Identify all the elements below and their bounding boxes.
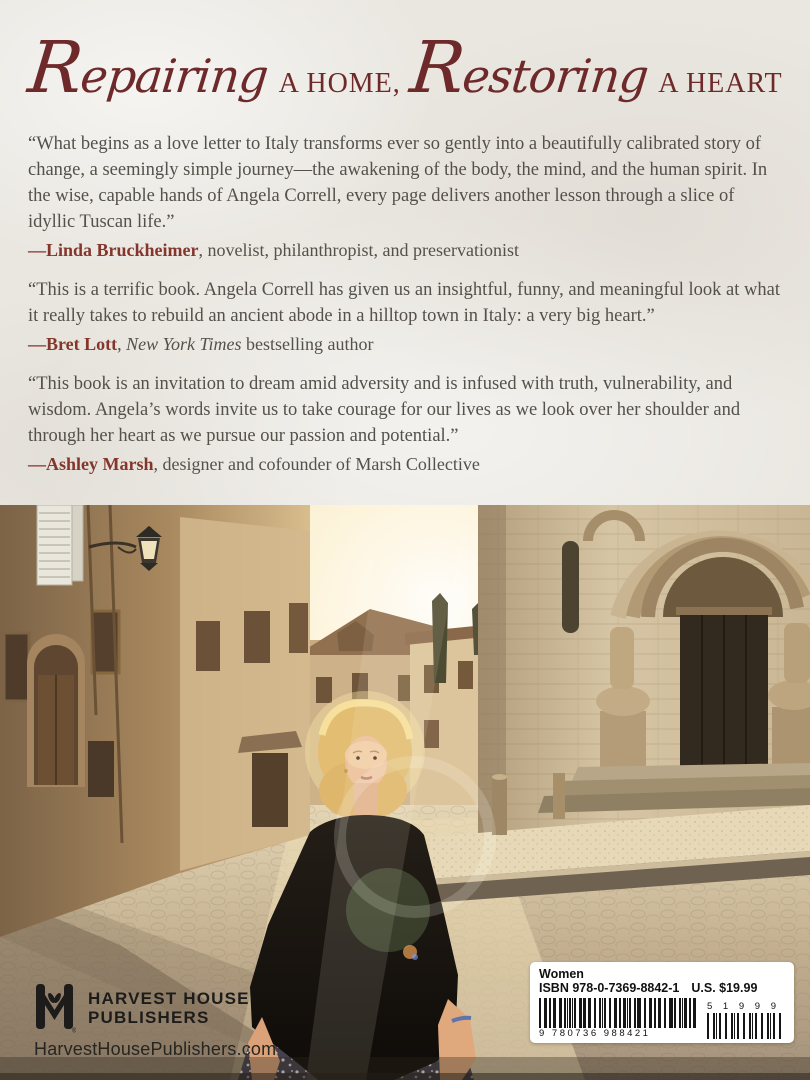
doorway: [252, 753, 288, 827]
endorsements-section: [0, 0, 810, 476]
church-steps: [538, 763, 810, 813]
publisher-block: [34, 983, 276, 1060]
window: [244, 611, 270, 663]
small-door: [88, 741, 114, 797]
endorsement-quote: “What begins as a love letter to Italy transforms ever so gently into a beautifully calibrated story of change, a seemingly simple journey—the awakening of the body, the mind, and the human spirit. In the wise, capable hands of Angela Correll, every page delivers another lesson through a slice of idyllic Tuscan life.”: [28, 134, 768, 232]
lancet-window: [562, 541, 579, 633]
attribution-separator: ,: [117, 334, 127, 354]
arched-doorway: [27, 634, 85, 787]
church-facade: [478, 505, 810, 843]
window: [4, 633, 29, 701]
ean-digits: 9 780736 988421: [539, 1028, 651, 1039]
price-supplement-bars: [707, 1013, 783, 1039]
title-caps-a-home: A HOME,: [278, 68, 401, 99]
title-caps-a-heart: A HEART: [658, 68, 783, 99]
window: [196, 621, 220, 671]
shuttered-window: [37, 505, 83, 585]
title-script-restoring: Restoring: [406, 26, 651, 109]
barcode-label: [530, 962, 794, 1043]
endorsement-attribution: [28, 332, 784, 356]
publisher-name-line1: HARVEST HOUSE: [88, 988, 250, 1008]
endorser-credentials: designer and cofounder of Marsh Collective: [162, 454, 480, 474]
endorsement-quote: “This book is an invitation to dream amid adversity and is infused with truth, vulnerability, and wisdom. Angela’s words invite us to take courage for our lives as we look over her shoulder and through her heart as we pursue our passion and potential.”: [28, 374, 741, 446]
publisher-website: HarvestHousePublishers.com: [34, 1039, 277, 1059]
endorser-name: —Bret Lott: [28, 334, 118, 354]
ean-barcode-bars: [539, 998, 697, 1028]
title-script-repairing: Repairing: [25, 26, 271, 109]
price-code-digits: 5 1 9 9 9: [707, 1001, 780, 1012]
endorsement-attribution: [28, 238, 784, 262]
category-label: Women: [539, 967, 584, 981]
attribution-separator: ,: [153, 454, 163, 474]
price-label: U.S. $19.99: [691, 981, 758, 995]
endorser-name: —Ashley Marsh: [28, 454, 154, 474]
endorser-name: —Linda Bruckheimer: [28, 240, 199, 260]
svg-text:®: ®: [72, 1028, 76, 1033]
endorsement-quote: “This is a terrific book. Angela Correll has given us an insightful, funny, and meaningful look at what it really takes to rebuild an ancient abode in a hilltop town in Italy: a very big heart.”: [28, 280, 780, 326]
harvest-house-logo: [34, 983, 76, 1033]
endorser-credentials: bestselling author: [241, 334, 374, 354]
bollard-2: [553, 773, 565, 819]
page-title: [25, 26, 784, 109]
isbn-number: ISBN 978-0-7369-8842-1: [539, 981, 680, 995]
attribution-italic: New York Times: [126, 334, 242, 354]
publisher-name: [88, 989, 250, 1027]
window: [289, 603, 308, 653]
attribution-separator: ,: [198, 240, 208, 260]
publisher-name-line2: PUBLISHERS: [88, 1008, 210, 1027]
endorsement-attribution: [28, 452, 784, 476]
endorser-credentials: novelist, philanthropist, and preservationist: [207, 240, 519, 260]
